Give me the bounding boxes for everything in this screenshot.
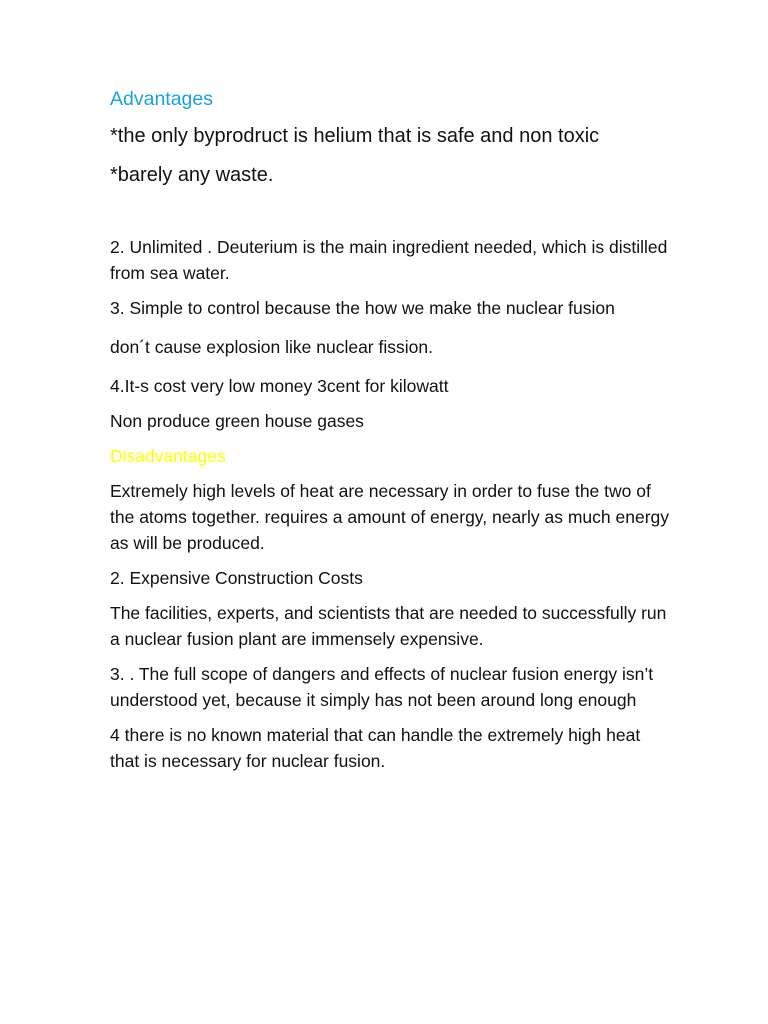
advantage-item-3-line-2: don´t cause explosion like nuclear fission.: [110, 337, 433, 357]
advantage-item-3-line-1: 3. Simple to control because the how we make the nuclear fusion: [110, 298, 615, 318]
disadvantage-item-2-detail: The facilities, experts, and scientists that are needed to successfully run a nuclear fusion plant are immensely expensive.: [110, 603, 667, 649]
disadvantages-heading: Disadvantages: [110, 446, 226, 466]
advantage-item-5: Non produce green house gases: [110, 411, 364, 431]
advantage-item-2: 2. Unlimited . Deuterium is the main ingredient needed, which is distilled from sea water.: [110, 237, 668, 283]
disadvantage-item-3: 3. . The full scope of dangers and effects of nuclear fusion energy isn’t understood yet, because it simply has not been around long enough: [110, 664, 654, 710]
advantages-heading: Advantages: [110, 88, 213, 110]
document-body: [110, 86, 670, 783]
disadvantage-item-1: Extremely high levels of heat are necessary in order to fuse the two of the atoms together. requires a amount of energy, nearly as much energy as will be produced.: [110, 481, 670, 553]
advantage-bullet-1: *the only byprodruct is helium that is safe and non toxic: [110, 125, 600, 147]
advantage-item-4: 4.It-s cost very low money 3cent for kilowatt: [110, 376, 449, 396]
disadvantage-item-4: 4 there is no known material that can handle the extremely high heat that is necessary for nuclear fusion.: [110, 725, 641, 771]
disadvantage-item-2: 2. Expensive Construction Costs: [110, 568, 363, 588]
advantage-bullet-2: *barely any waste.: [110, 164, 274, 186]
